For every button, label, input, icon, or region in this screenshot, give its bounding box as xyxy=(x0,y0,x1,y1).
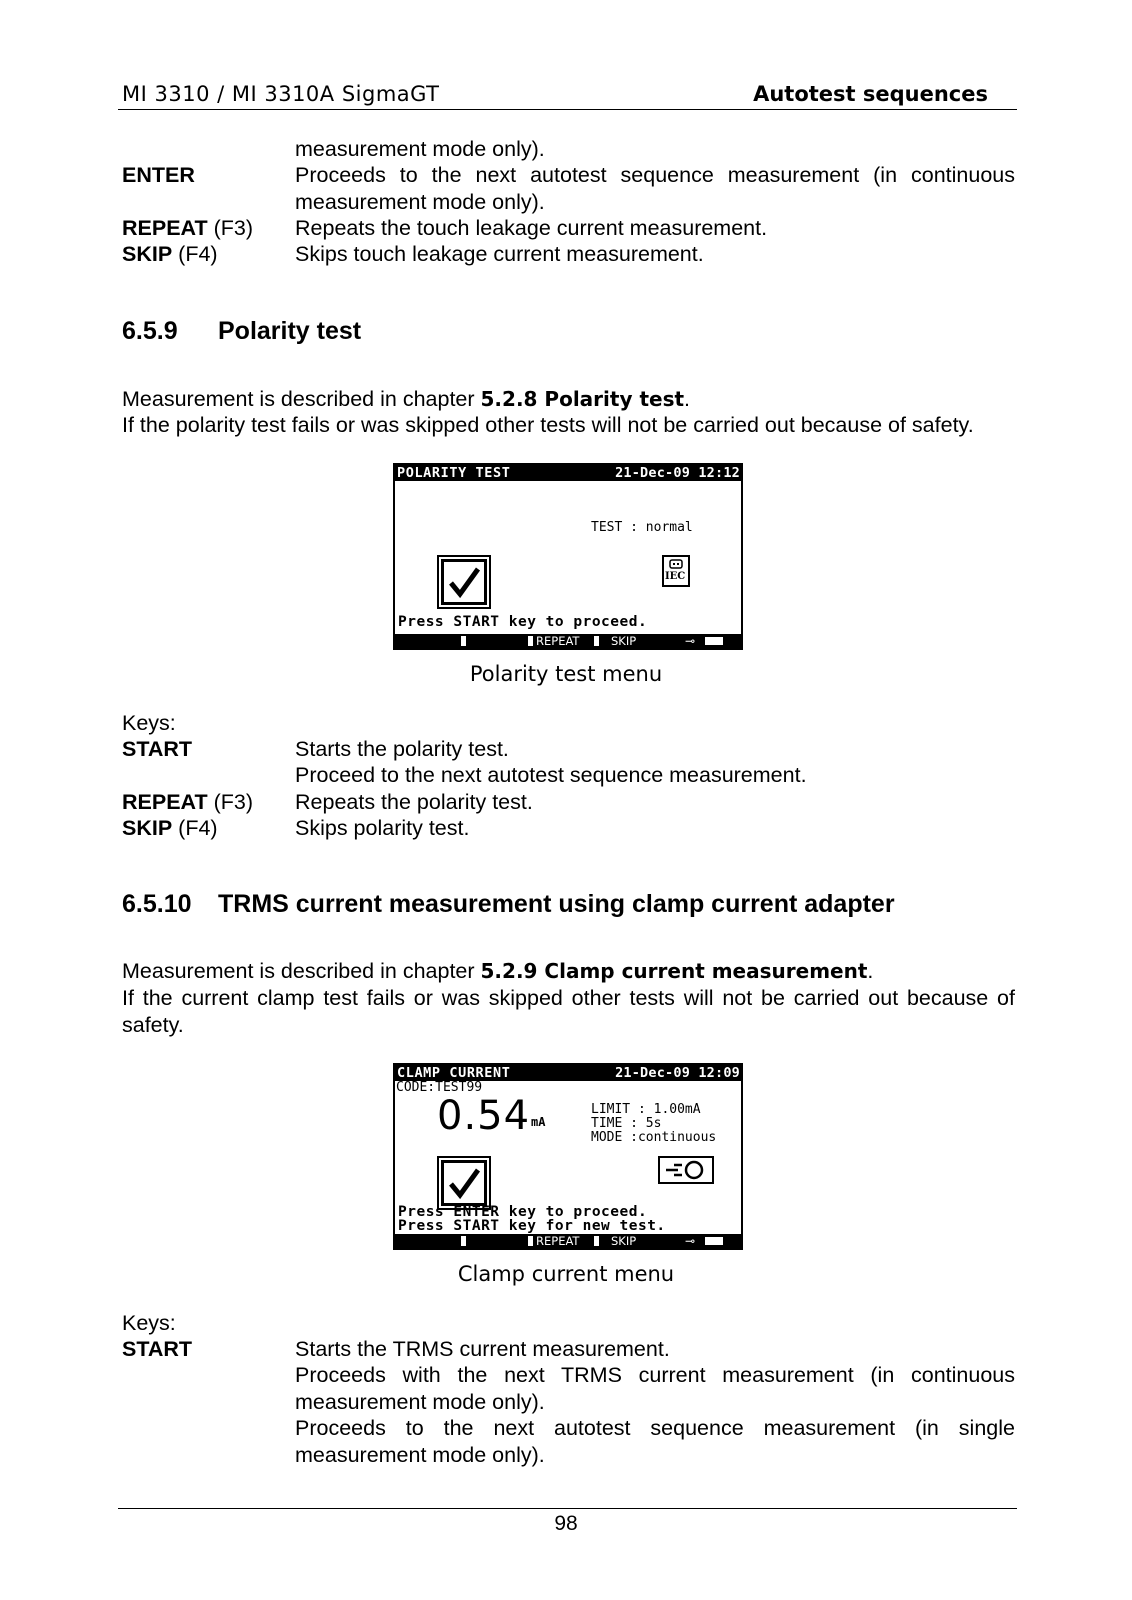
skip-key-label: SKIP (F4) xyxy=(122,816,218,840)
polarity-caption: Polarity test menu xyxy=(469,662,663,686)
test-mode-param: TEST : normal xyxy=(591,520,693,535)
measured-value: 0.54 xyxy=(437,1093,531,1139)
battery-icon xyxy=(705,637,723,645)
header-rule xyxy=(118,109,1017,110)
header-title: MI 3310 / MI 3310A SigmaGT xyxy=(122,82,440,106)
f4-skip-label: SKIP xyxy=(611,634,637,648)
plug-icon: ⊸ xyxy=(685,1234,696,1248)
header-section: Autotest sequences xyxy=(753,82,988,106)
clamp-current-screen xyxy=(393,1063,743,1250)
f3-repeat-label: REPEAT xyxy=(536,1234,580,1248)
polarity-warning: If the polarity test fails or was skipped other tests will not be carried out because of safety. xyxy=(122,413,974,437)
section-heading-clamp: 6.5.10 TRMS current measurement using clamp current adapter xyxy=(122,890,895,918)
screen-title-bar: POLARITY TEST 21-Dec-09 12:12 xyxy=(397,465,740,481)
measured-unit: mA xyxy=(531,1115,546,1129)
screen-title-bar: CLAMP CURRENT 21-Dec-09 12:09 xyxy=(397,1065,740,1081)
continued-text: measurement mode only). xyxy=(295,137,545,161)
skip-key-label: SKIP (F4) xyxy=(122,242,218,266)
plug-icon: ⊸ xyxy=(685,634,696,648)
test-code: CODE:TEST99 xyxy=(396,1080,483,1095)
f4-skip-label: SKIP xyxy=(611,1234,637,1248)
time-param: TIME : 5s xyxy=(591,1116,662,1131)
checkmark-icon xyxy=(441,559,487,605)
screen-message: Press START key to proceed. xyxy=(398,614,648,630)
clamp-caption: Clamp current menu xyxy=(457,1262,675,1286)
polarity-test-screen xyxy=(393,463,743,650)
polarity-intro: Measurement is described in chapter 5.2.8 Polarity test. xyxy=(122,387,691,411)
repeat-key-label: REPEAT (F3) xyxy=(122,216,254,240)
clamp-warning: If the current clamp test fails or was skipped other tests will not be carried out because of safety. xyxy=(122,986,1015,1037)
limit-param: LIMIT : 1.00mA xyxy=(591,1102,701,1117)
repeat-key-desc: Repeats the touch leakage current measurement. xyxy=(295,216,768,240)
screen-message-1: Press ENTER key to proceed. xyxy=(398,1204,648,1220)
skip-key-desc: Skips polarity test. xyxy=(295,816,470,840)
section-heading-polarity: 6.5.9 Polarity test xyxy=(122,317,362,345)
start-key-desc-1: Starts the TRMS current measurement. xyxy=(295,1337,670,1361)
repeat-key-desc: Repeats the polarity test. xyxy=(295,790,533,814)
skip-key-desc: Skips touch leakage current measurement. xyxy=(295,242,704,266)
keys-label: Keys: xyxy=(122,711,176,735)
start-key-desc-2: Proceeds with the next TRMS current measurement (in continuous measurement mode only). xyxy=(295,1363,1015,1414)
function-key-bar xyxy=(395,634,741,648)
mode-param: MODE :continuous xyxy=(591,1130,717,1145)
function-key-bar xyxy=(395,1234,741,1248)
keys-label: Keys: xyxy=(122,1311,176,1335)
checkmark-icon xyxy=(441,1160,487,1206)
start-key-label: START xyxy=(122,1337,193,1361)
clamp-intro: Measurement is described in chapter 5.2.9 Clamp current measurement. xyxy=(122,959,874,983)
battery-icon xyxy=(705,1237,723,1245)
page-number: 98 xyxy=(554,1512,578,1535)
f3-repeat-label: REPEAT xyxy=(536,634,580,648)
start-key-desc-1: Starts the polarity test. xyxy=(295,737,509,761)
clamp-icon xyxy=(658,1156,714,1184)
iec-plug-icon: IEC xyxy=(662,555,690,587)
repeat-key-label: REPEAT (F3) xyxy=(122,790,254,814)
enter-key-desc: Proceeds to the next autotest sequence measurement (in continuous measurement mode only). xyxy=(295,163,1015,214)
screen-message-2: Press START key for new test. xyxy=(398,1218,666,1234)
start-key-label: START xyxy=(122,737,193,761)
start-key-desc-3: Proceeds to the next autotest sequence measurement (in single measurement mode only). xyxy=(295,1416,1015,1467)
enter-key-label: ENTER xyxy=(122,163,195,187)
footer-rule xyxy=(118,1508,1017,1509)
start-key-desc-2: Proceed to the next autotest sequence measurement. xyxy=(295,763,807,787)
